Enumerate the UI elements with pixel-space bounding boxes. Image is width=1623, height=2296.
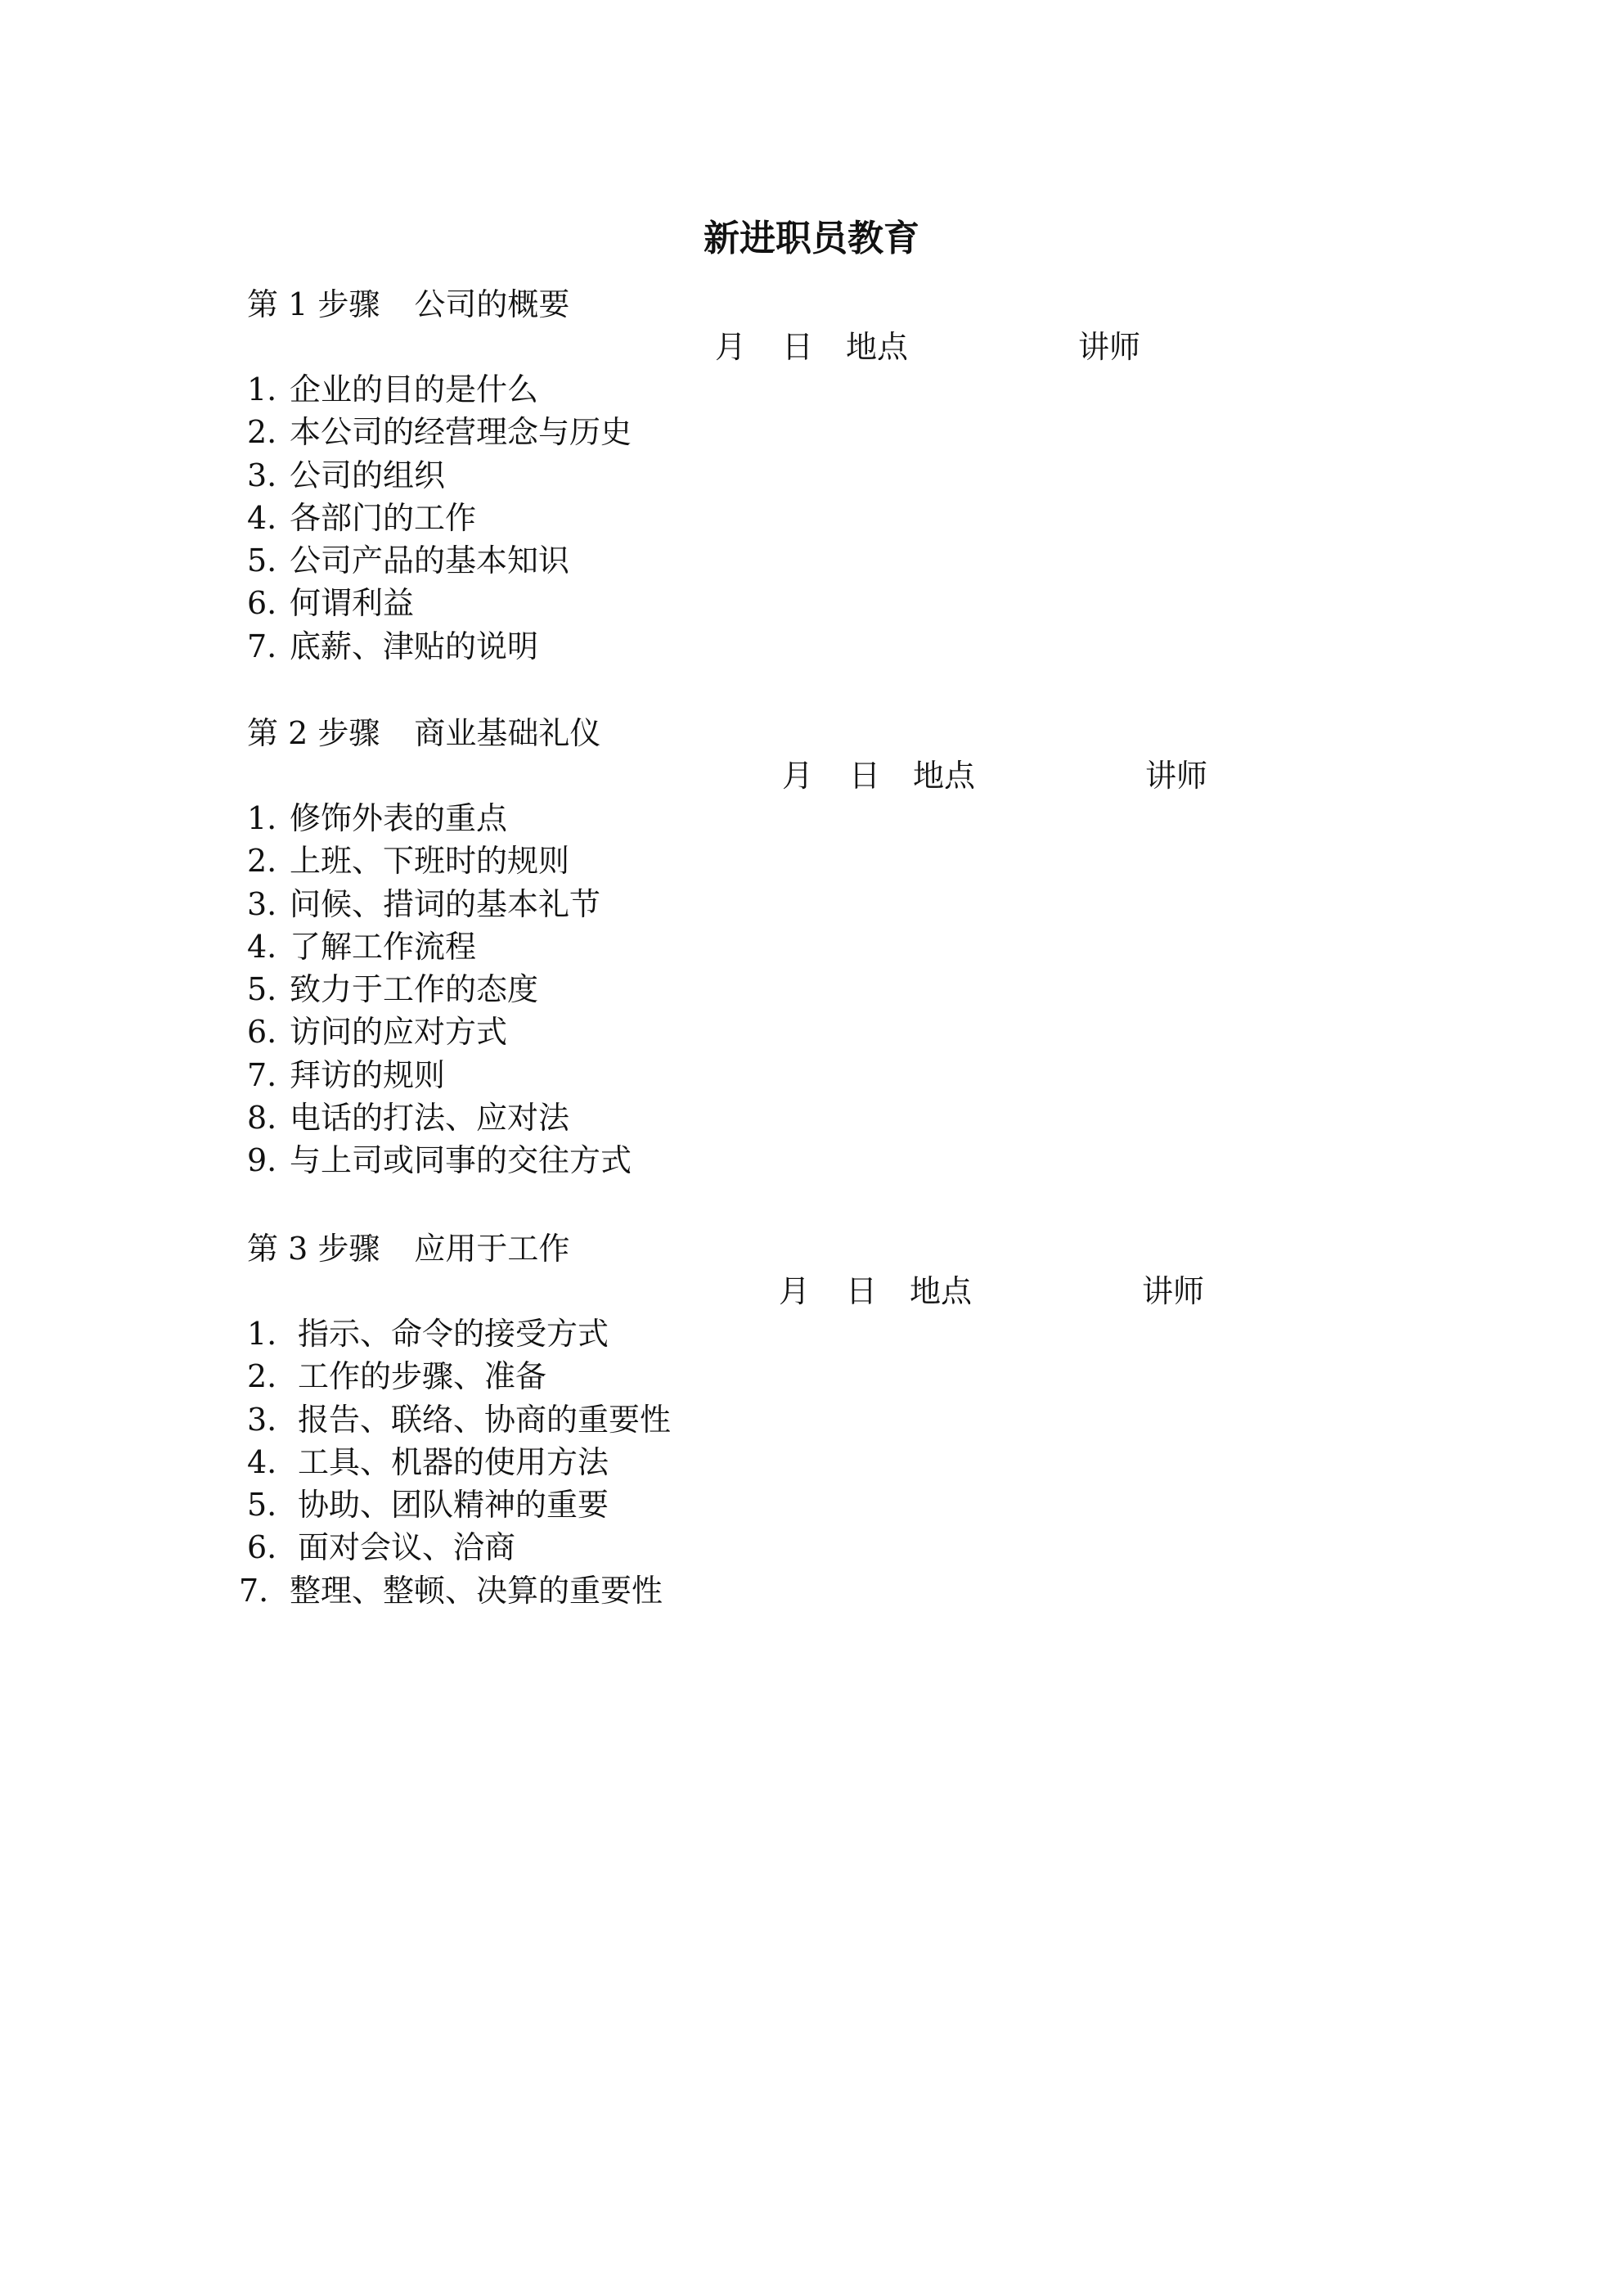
step-number: 第 3 步骤 (247, 1231, 380, 1267)
section-heading (247, 712, 1392, 754)
place-label: 地点 (913, 758, 976, 794)
place-label: 地点 (910, 1273, 973, 1309)
lecturer-label: 讲师 (1078, 329, 1141, 365)
step-name: 公司的概要 (414, 286, 570, 322)
schedule-line (247, 1270, 1392, 1312)
topic-list (247, 797, 1392, 1182)
lecturer-label: 讲师 (1145, 758, 1208, 794)
list-item: 3. 报告、联络、协商的重要性 (247, 1401, 672, 1438)
list-item: 3. 问候、措词的基本礼节 (247, 885, 601, 922)
day-label: 日 (782, 329, 814, 365)
list-item: 4. 了解工作流程 (247, 928, 477, 965)
step-number: 第 2 步骤 (247, 715, 380, 751)
lecturer-label: 讲师 (1142, 1273, 1205, 1309)
list-item: 7. 拜访的规则 (247, 1056, 446, 1093)
day-label: 日 (846, 1273, 878, 1309)
month-label: 月 (715, 329, 747, 365)
month-label: 月 (782, 758, 814, 794)
list-item: 4. 各部门的工作 (247, 499, 477, 536)
list-item: 6. 面对会议、洽商 (247, 1529, 516, 1566)
step-name: 应用于工作 (414, 1231, 570, 1267)
schedule-line (247, 754, 1392, 797)
list-item: 5. 致力于工作的态度 (247, 971, 539, 1008)
list-item: 5. 协助、团队精神的重要 (247, 1487, 609, 1524)
place-label: 地点 (846, 329, 909, 365)
list-item: 5. 公司产品的基本知识 (247, 542, 570, 579)
day-label: 日 (849, 758, 881, 794)
list-item: 7. 整理、整顿、决算的重要性 (239, 1572, 663, 1609)
section-step-1 (247, 283, 1392, 668)
list-item: 3. 公司的组织 (247, 457, 446, 493)
month-label: 月 (779, 1273, 811, 1309)
section-step-3 (239, 1227, 1392, 1612)
schedule-line (247, 326, 1392, 368)
list-item: 1. 修饰外表的重点 (247, 800, 508, 836)
section-step-2 (247, 712, 1392, 1182)
list-item: 7. 底薪、津贴的说明 (247, 628, 539, 664)
list-item: 2. 上班、下班时的规则 (247, 843, 570, 880)
list-item: 1. 企业的目的是什么 (247, 371, 539, 407)
topic-list (247, 368, 1392, 668)
list-item: 1. 指示、命令的接受方式 (247, 1316, 609, 1352)
list-item: 6. 何谓利益 (247, 585, 415, 622)
list-item: 8. 电话的打法、应对法 (247, 1100, 570, 1137)
list-item: 9. 与上司或同事的交往方式 (247, 1142, 632, 1179)
list-item: 6. 访问的应对方式 (247, 1014, 508, 1051)
list-item: 2. 本公司的经营理念与历史 (247, 414, 632, 451)
section-heading (247, 283, 1392, 326)
list-item: 4. 工具、机器的使用方法 (247, 1443, 609, 1480)
step-number: 第 1 步骤 (247, 286, 380, 322)
document-title: 新进职员教育 (704, 218, 919, 259)
topic-list (239, 1312, 1392, 1612)
list-item: 2. 工作的步骤、准备 (247, 1358, 547, 1395)
step-name: 商业基础礼仪 (414, 715, 601, 751)
section-heading (247, 1227, 1392, 1270)
